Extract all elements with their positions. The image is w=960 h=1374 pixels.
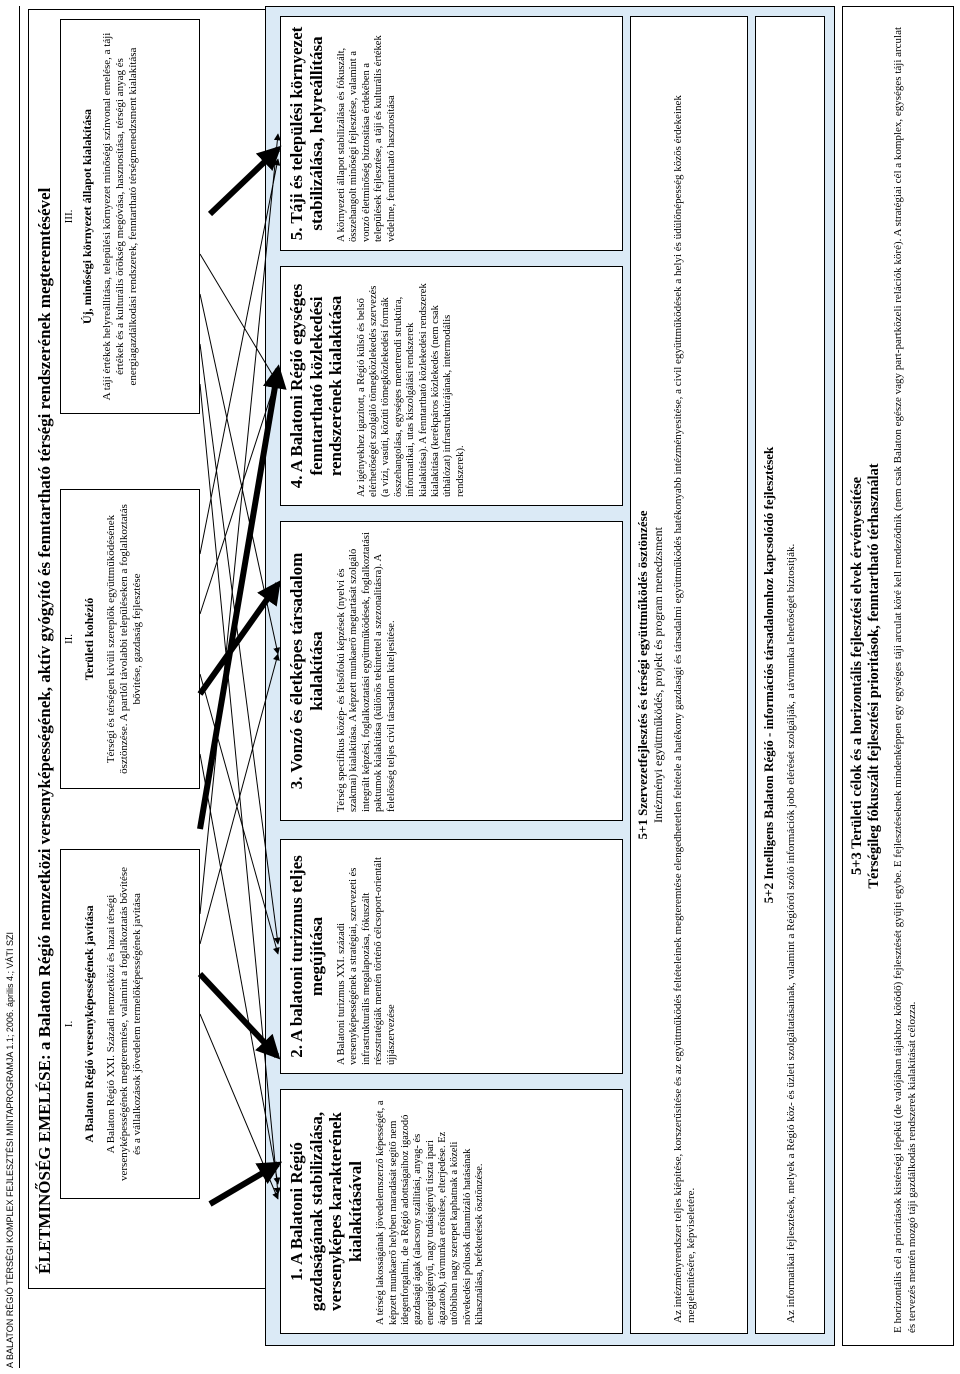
link-arrow [200, 754, 278, 1184]
strong-link-arrow [200, 974, 277, 1056]
support-title: 5+2 Intelligens Balaton Régió - információs társadalomhoz kapcsolódó fejlesztések [761, 446, 776, 904]
priority-text: A Balatoni turizmus XXI. századi versenyképességének a stratégiai, szervezeti és infrastrukturális megalapozása, fókuszált részstratégiák mentén történő célcsoport-orientált újjászervezése [336, 857, 397, 1065]
strong-link-arrow [210, 149, 278, 214]
priority-text: A környezeti állapot stabilizálása és fókuszált, összehangolt minőségi fejlesztése, valamint a vonzó életminőség biztosítása érdekében a települések fejlesztése, a táji és kulturális értékek védelme, fenntartható hasznosítása [336, 35, 397, 242]
document-header: A BALATON RÉGIÓ TÉRSÉGI KOMPLEX FEJLESZTÉSI MINTAPROGRAMJA 1.1; 2006. április 4.; VÁTI SZI [5, 932, 15, 1368]
priority-text: A térség lakosságának jövedelemszerző képességét, a képzett munkaerő helyben maradását segítő nem idegenforgalmi, de a Régió adottságaihoz igazodó gazdasági ágak (alacsony szállítási, anyag- és energiaigényű, nagy tudásigényű tiszta ipari ágazatok), távmunka erősítése, elterjedése. Ez utóbbiban nagy szerepet kaphatnak a közeli növekedési pólusok dinamizáló hatásának kihasználása, befektetések ösztönzése. [375, 1100, 486, 1325]
goal-numeral: II. [63, 633, 75, 645]
priority-title: 4. A Balatoni Régió egységes fenntartható közlekedési rendszerének kialakítása [287, 283, 346, 489]
goal-title: Területi kohézió [82, 597, 96, 681]
priority-text: Térség specifikus közép- és felsőfokú képzések (nyelvi és szakmai) kialakítása. A képzett munkaerő megtartását szolgáló integrált képzési, foglalkoztatási együttműködések, foglalkoztatási paktumok kialakítása (különös tekintettel a szezonalitásra). A felelősség teljes civil társadalom kiteljesítése. [336, 532, 397, 812]
priority-title: 3. Vonzó és életképes társadalom kialakítása [287, 552, 326, 790]
goal-title: A Balaton Régió versenyképességének javítása [82, 905, 96, 1143]
support-title: 5+1 Szervezetfejlesztés és térségi együttműködés ösztönzése [635, 510, 650, 840]
support-subtitle: Intézményi együttműködés, projekt és program menedzsment [650, 527, 665, 823]
goal-text: A Balaton Régió XXI. Századi nemzetközi és hazai térségi versenyképességének megteremtése, valamint a foglalkoztatás bővítése és a vállalkozások jövedelem termelőképességének javítása [104, 867, 144, 1181]
support-text: Az intézményrendszer teljes kiépítése, korszerűsítése és az együttműködés feltételeinek megteremtése elengedhetetlen feltétele a hatékony gazdasági és társadalmi együttműködés hatékonyabb intézményesítése, a civil együttműködések a helyi és üdülőnépesség közös érdekeinek megjelenítésére, képviseletére. [671, 95, 698, 1323]
link-arrow [200, 254, 278, 384]
link-arrow [200, 384, 278, 1194]
horizontal-title: 5+3 Területi célok és a horizontális fejlesztési elvek érvényesítése [849, 476, 865, 876]
horizontal-text: E horizontális cél a prioritások kistérségi lépékű (de valójában tájakhoz kötődő) fejlesztését gyűjti egybe. E fejlesztéseknek mindenképpen egy egységes táji arculat köré kell rendeződnik (nem csak Balaton egésze vagy part-partközeli relációk köré). A stratégiai cél a komplex, egységes táji arculat és tervezés mentén mozgó táji gazdálkodás rendszerek kialakítását célozza. [891, 26, 918, 1333]
goal-numeral: III. [63, 209, 75, 224]
priority-title: 5. Táji és települési környezet stabilizálása, helyreállítása [287, 26, 326, 241]
priority-title: 1. A Balatoni Régió gazdaságának stabilizálása, versenyképes karakterének kialakításával [287, 1111, 365, 1312]
support-text: Az informatikai fejlesztések, melyek a Régió köz- és üzleti szolgáltatásainak, valamint a Régióról szóló információk jobb elérését szolgálják, a távmunka lehetőségét biztosítják. [784, 543, 797, 1323]
link-arrow [200, 674, 278, 954]
strong-link-arrow [210, 1164, 278, 1204]
goal-text: A tájí értékek helyreállítása, települési környezet minőségi színvonal emelése, a táji értékek és a kulturális örökség megóvása, hasznosítása, térségi anyag és energiagazdálkodási rendszerek, fenntartható térségmenedzsment kialakítása [100, 32, 140, 401]
main-title: ÉLETMINŐSÉG EMELÉSE: a Balaton Régió nemzetközi versenyképességének, aktív gyógyító és fenntartható térségi rendszerének megteremtésével [35, 187, 54, 1274]
link-arrow [200, 134, 278, 914]
priority-text: Az igényekhez igazított, a Régió külső és belső elérhetőségét szolgáló tömegközlekedés szervezés (a vízi, vasúti, közúti tömegközlekedési formák összehangolása, egységes menetrendi struktúra, informatikai, utas kiszolgálási rendszerek kialakítása). A fenntartható közlekedési rendszerek kialakítása (kerékpáros közlekedés (nem csak úthálózat) infrastruktúrájának, intermodális rendszerek). [355, 283, 466, 497]
goal-text: Térségi és térségen kívüli szereplők együttműködésének ösztönzése. A partlól távolabbi településeken a foglalkoztatás bővítése, gazdaság fejlesztése [104, 504, 144, 774]
goal-numeral: I. [63, 1020, 75, 1028]
horizontal-subtitle: Térségileg fókuszált fejlesztési prioritások, fenntartható térhasználat [866, 463, 883, 889]
priority-title: 2. A balatoni turizmus teljes megújítása [287, 855, 326, 1058]
goal-title: Új, minőségi környezet állapot kialakítása [80, 109, 94, 324]
